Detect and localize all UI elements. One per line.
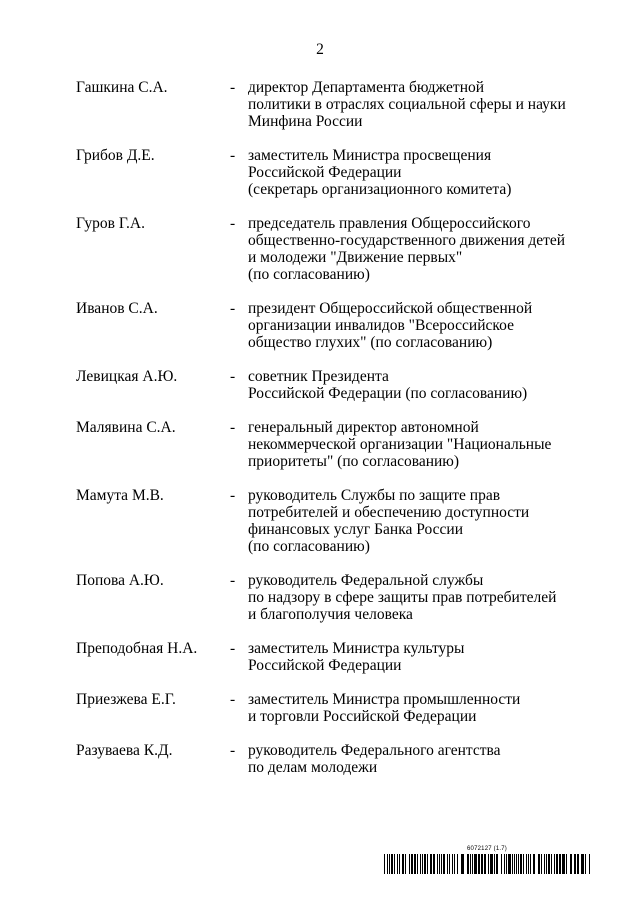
position-line: некоммерческой организации "Национальные <box>248 436 552 453</box>
position-line: организации инвалидов "Всероссийское <box>248 317 514 334</box>
member-entry <box>0 691 640 725</box>
member-position <box>248 487 588 555</box>
member-entry <box>0 215 640 283</box>
position-line: заместитель Министра промышленности <box>248 691 521 708</box>
position-line: Российской Федерации <box>248 164 402 181</box>
position-line: и торговли Российской Федерации <box>248 708 477 725</box>
members-list <box>0 79 640 793</box>
member-position <box>248 640 588 674</box>
document-footer <box>384 846 590 874</box>
separator-dash: - <box>230 691 236 708</box>
document-code: 6072127 (1.7) <box>467 846 507 852</box>
member-position <box>248 572 588 623</box>
position-line: директор Департамента бюджетной <box>248 79 485 96</box>
position-line: руководитель Федерального агентства <box>248 742 501 759</box>
member-entry <box>0 147 640 198</box>
separator-dash: - <box>230 419 236 436</box>
position-line: Российской Федерации (по согласованию) <box>248 385 528 402</box>
member-name: Гуров Г.А. <box>76 215 145 232</box>
position-line: по надзору в сфере защиты прав потребителей <box>248 589 557 606</box>
separator-dash: - <box>230 742 236 759</box>
member-position <box>248 147 588 198</box>
position-line: (по согласованию) <box>248 266 370 283</box>
member-position <box>248 419 588 470</box>
separator-dash: - <box>230 640 236 657</box>
member-name: Мамута М.В. <box>76 487 164 504</box>
position-line: заместитель Министра культуры <box>248 640 465 657</box>
position-line: общественно-государственного движения детей <box>248 232 566 249</box>
member-entry <box>0 300 640 351</box>
member-name: Иванов С.А. <box>76 300 158 317</box>
member-name: Гашкина С.А. <box>76 79 168 96</box>
member-name: Разуваева К.Д. <box>76 742 173 759</box>
position-line: руководитель Федеральной службы <box>248 572 484 589</box>
separator-dash: - <box>230 572 236 589</box>
member-position <box>248 742 588 776</box>
member-position <box>248 368 588 402</box>
member-entry <box>0 419 640 470</box>
member-entry <box>0 742 640 776</box>
separator-dash: - <box>230 79 236 96</box>
position-line: политики в отраслях социальной сферы и науки <box>248 96 566 113</box>
position-line: Минфина России <box>248 113 363 130</box>
member-position <box>248 300 588 351</box>
member-name: Левицкая А.Ю. <box>76 368 178 385</box>
member-position <box>248 215 588 283</box>
position-line: и молодежи "Движение первых" <box>248 249 463 266</box>
position-line: руководитель Службы по защите прав <box>248 487 501 504</box>
member-name: Малявина С.А. <box>76 419 176 436</box>
member-position <box>248 691 588 725</box>
barcode-image <box>384 854 590 874</box>
page-number: 2 <box>316 41 324 58</box>
position-line: (секретарь организационного комитета) <box>248 181 512 198</box>
member-name: Приезжева Е.Г. <box>76 691 176 708</box>
position-line: общество глухих" (по согласованию) <box>248 334 493 351</box>
position-line: потребителей и обеспечению доступности <box>248 504 530 521</box>
member-entry <box>0 79 640 130</box>
position-line: генеральный директор автономной <box>248 419 479 436</box>
member-entry <box>0 368 640 402</box>
member-entry <box>0 572 640 623</box>
position-line: заместитель Министра просвещения <box>248 147 492 164</box>
member-entry <box>0 640 640 674</box>
position-line: председатель правления Общероссийского <box>248 215 531 232</box>
position-line: советник Президента <box>248 368 389 385</box>
member-name: Попова А.Ю. <box>76 572 164 589</box>
position-line: и благополучия человека <box>248 606 413 623</box>
separator-dash: - <box>230 300 236 317</box>
separator-dash: - <box>230 215 236 232</box>
position-line: приоритеты" (по согласованию) <box>248 453 460 470</box>
position-line: президент Общероссийской общественной <box>248 300 533 317</box>
position-line: финансовых услуг Банка России <box>248 521 463 538</box>
position-line: Российской Федерации <box>248 657 402 674</box>
separator-dash: - <box>230 368 236 385</box>
member-name: Преподобная Н.А. <box>76 640 198 657</box>
separator-dash: - <box>230 487 236 504</box>
position-line: (по согласованию) <box>248 538 370 555</box>
position-line: по делам молодежи <box>248 759 378 776</box>
member-name: Грибов Д.Е. <box>76 147 155 164</box>
separator-dash: - <box>230 147 236 164</box>
member-entry <box>0 487 640 555</box>
member-position <box>248 79 588 130</box>
